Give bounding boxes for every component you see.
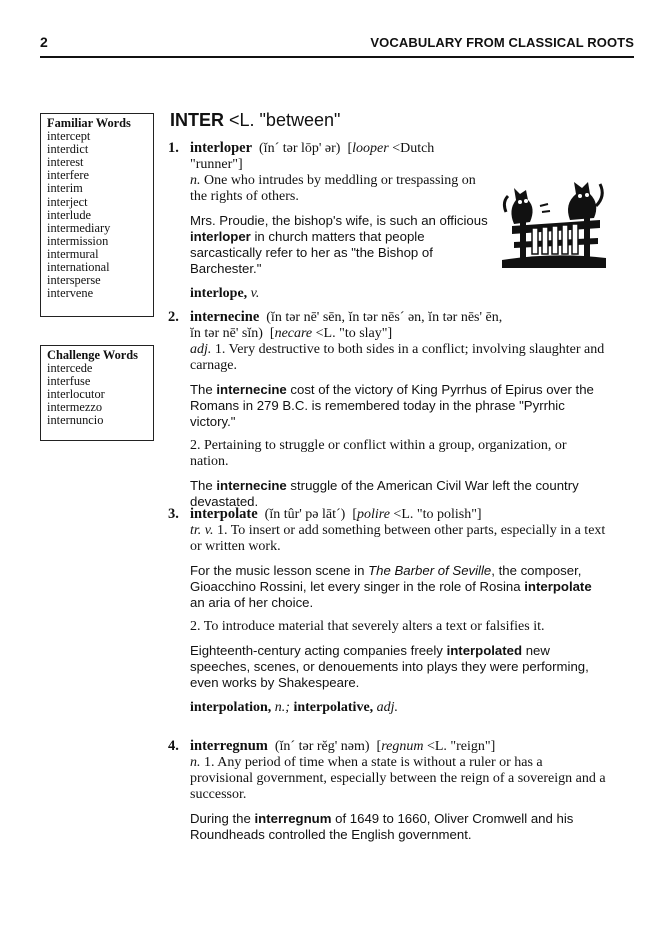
definition: 2. Pertaining to struggle or conflict within a group, organization, or nation.: [190, 438, 567, 469]
challenge-words-box: [40, 345, 154, 441]
word-list-item: intermediary: [47, 220, 111, 235]
word-list-item: intermission: [47, 233, 109, 248]
word-list-item: interfuse: [47, 374, 91, 389]
entry-number: 4.: [168, 738, 179, 754]
headword: internecine: [190, 309, 260, 325]
entry-interregnum: [168, 738, 608, 843]
word-list-item: intervene: [47, 286, 94, 301]
root-meaning: <L. "between": [229, 110, 341, 130]
cats-on-fence-illustration: [500, 176, 608, 270]
definition: tr. v. 1. To insert or add something between other parts, especially in a text or written work.: [190, 523, 606, 554]
entry-number: 3.: [168, 506, 179, 522]
definition: n. 1. Any period of time when a state is without a ruler or has a provisional government, especially between the reign of a sovereign and a successor.: [190, 755, 606, 802]
headword: interloper: [190, 140, 253, 156]
derivatives: interlope, v.: [190, 286, 260, 301]
example-sentence: Eighteenth-century acting companies freely interpolated new speeches, scenes, or denouements into plays they were performing, even works by Shakespeare.: [190, 643, 589, 690]
definition: adj. 1. Very destructive to both sides in a conflict; involving slaughter and carnage.: [190, 342, 605, 373]
word-list-item: interdict: [47, 142, 89, 157]
entry-number: 1.: [168, 140, 179, 156]
example-sentence: During the interregnum of 1649 to 1660, Oliver Cromwell and his Roundheads controlled the English government.: [190, 811, 574, 842]
definition: n. One who intrudes by meddling or trespassing on the rights of others.: [190, 173, 476, 204]
definition: 2. To introduce material that severely alters a text or falsifies it.: [190, 619, 545, 634]
word-list-item: interlocutor: [47, 387, 105, 402]
familiar-words-heading: Familiar Words: [47, 116, 131, 130]
word-list-item: interim: [47, 181, 83, 196]
word-list-item: interfere: [47, 168, 89, 183]
entry-internecine: [168, 309, 608, 510]
root-name: INTER: [170, 110, 224, 130]
pronunciation: (ĭn tər nē' sēn, ĭn tər nēs´ ən, ĭn tər nēs' ēn,: [266, 310, 503, 325]
pronunciation: (ĭn´ tər rĕg' nəm): [274, 739, 370, 754]
derivatives: interpolation, n.; interpolative, adj.: [190, 700, 399, 715]
word-list-item: intercept: [47, 129, 91, 144]
word-list-item: interest: [47, 155, 84, 170]
example-sentence: Mrs. Proudie, the bishop's wife, is such an officious interloper in church matters that people sarcastically refer to her as "the Bishop of Barchester.": [190, 213, 488, 276]
etymology: [looper <Dutch: [347, 141, 435, 156]
page-number: 2: [40, 34, 48, 50]
example-sentence: For the music lesson scene in The Barber of Seville, the composer, Gioacchino Rossini, let every singer in the role of Rosina interpolate an aria of her choice.: [190, 563, 592, 610]
word-list-item: interject: [47, 194, 88, 209]
word-list-item: internuncio: [47, 413, 104, 428]
etymology: [polire <L. "to polish"]: [352, 507, 482, 522]
word-list-item: intermural: [47, 246, 99, 261]
page-header: [40, 30, 634, 58]
pronunciation: (ĭn´ tər lōp' ər): [259, 141, 341, 156]
example-sentence: The internecine struggle of the American Civil War left the country devastated.: [190, 478, 579, 509]
etymology: [regnum <L. "reign"]: [376, 739, 496, 754]
word-list-item: intercede: [47, 361, 93, 376]
challenge-words-heading: Challenge Words: [47, 348, 138, 362]
word-list-item: intersperse: [47, 273, 101, 288]
pronunciation: (ĭn tûr' pə lāt´): [264, 507, 346, 522]
example-sentence: The internecine cost of the victory of King Pyrrhus of Epirus over the Romans in 279 B.C. is remembered today in the phrase "Pyrrhic victory.": [190, 382, 594, 429]
etymology: [necare <L. "to slay"]: [269, 326, 393, 341]
etymology-continued: "runner"]: [190, 157, 243, 172]
pronunciation-continued: ĭn tər nē' sĭn): [190, 326, 263, 341]
familiar-words-box: [40, 113, 154, 317]
word-list-item: international: [47, 260, 110, 275]
headword: interregnum: [190, 738, 268, 754]
root-heading: [170, 110, 340, 131]
entry-interpolate: [168, 506, 608, 716]
word-list-item: interlude: [47, 207, 92, 222]
book-title: VOCABULARY FROM CLASSICAL ROOTS: [370, 35, 634, 50]
headword: interpolate: [190, 506, 258, 522]
entry-interloper: [168, 140, 488, 302]
entry-number: 2.: [168, 309, 179, 325]
word-list-item: intermezzo: [47, 400, 103, 415]
